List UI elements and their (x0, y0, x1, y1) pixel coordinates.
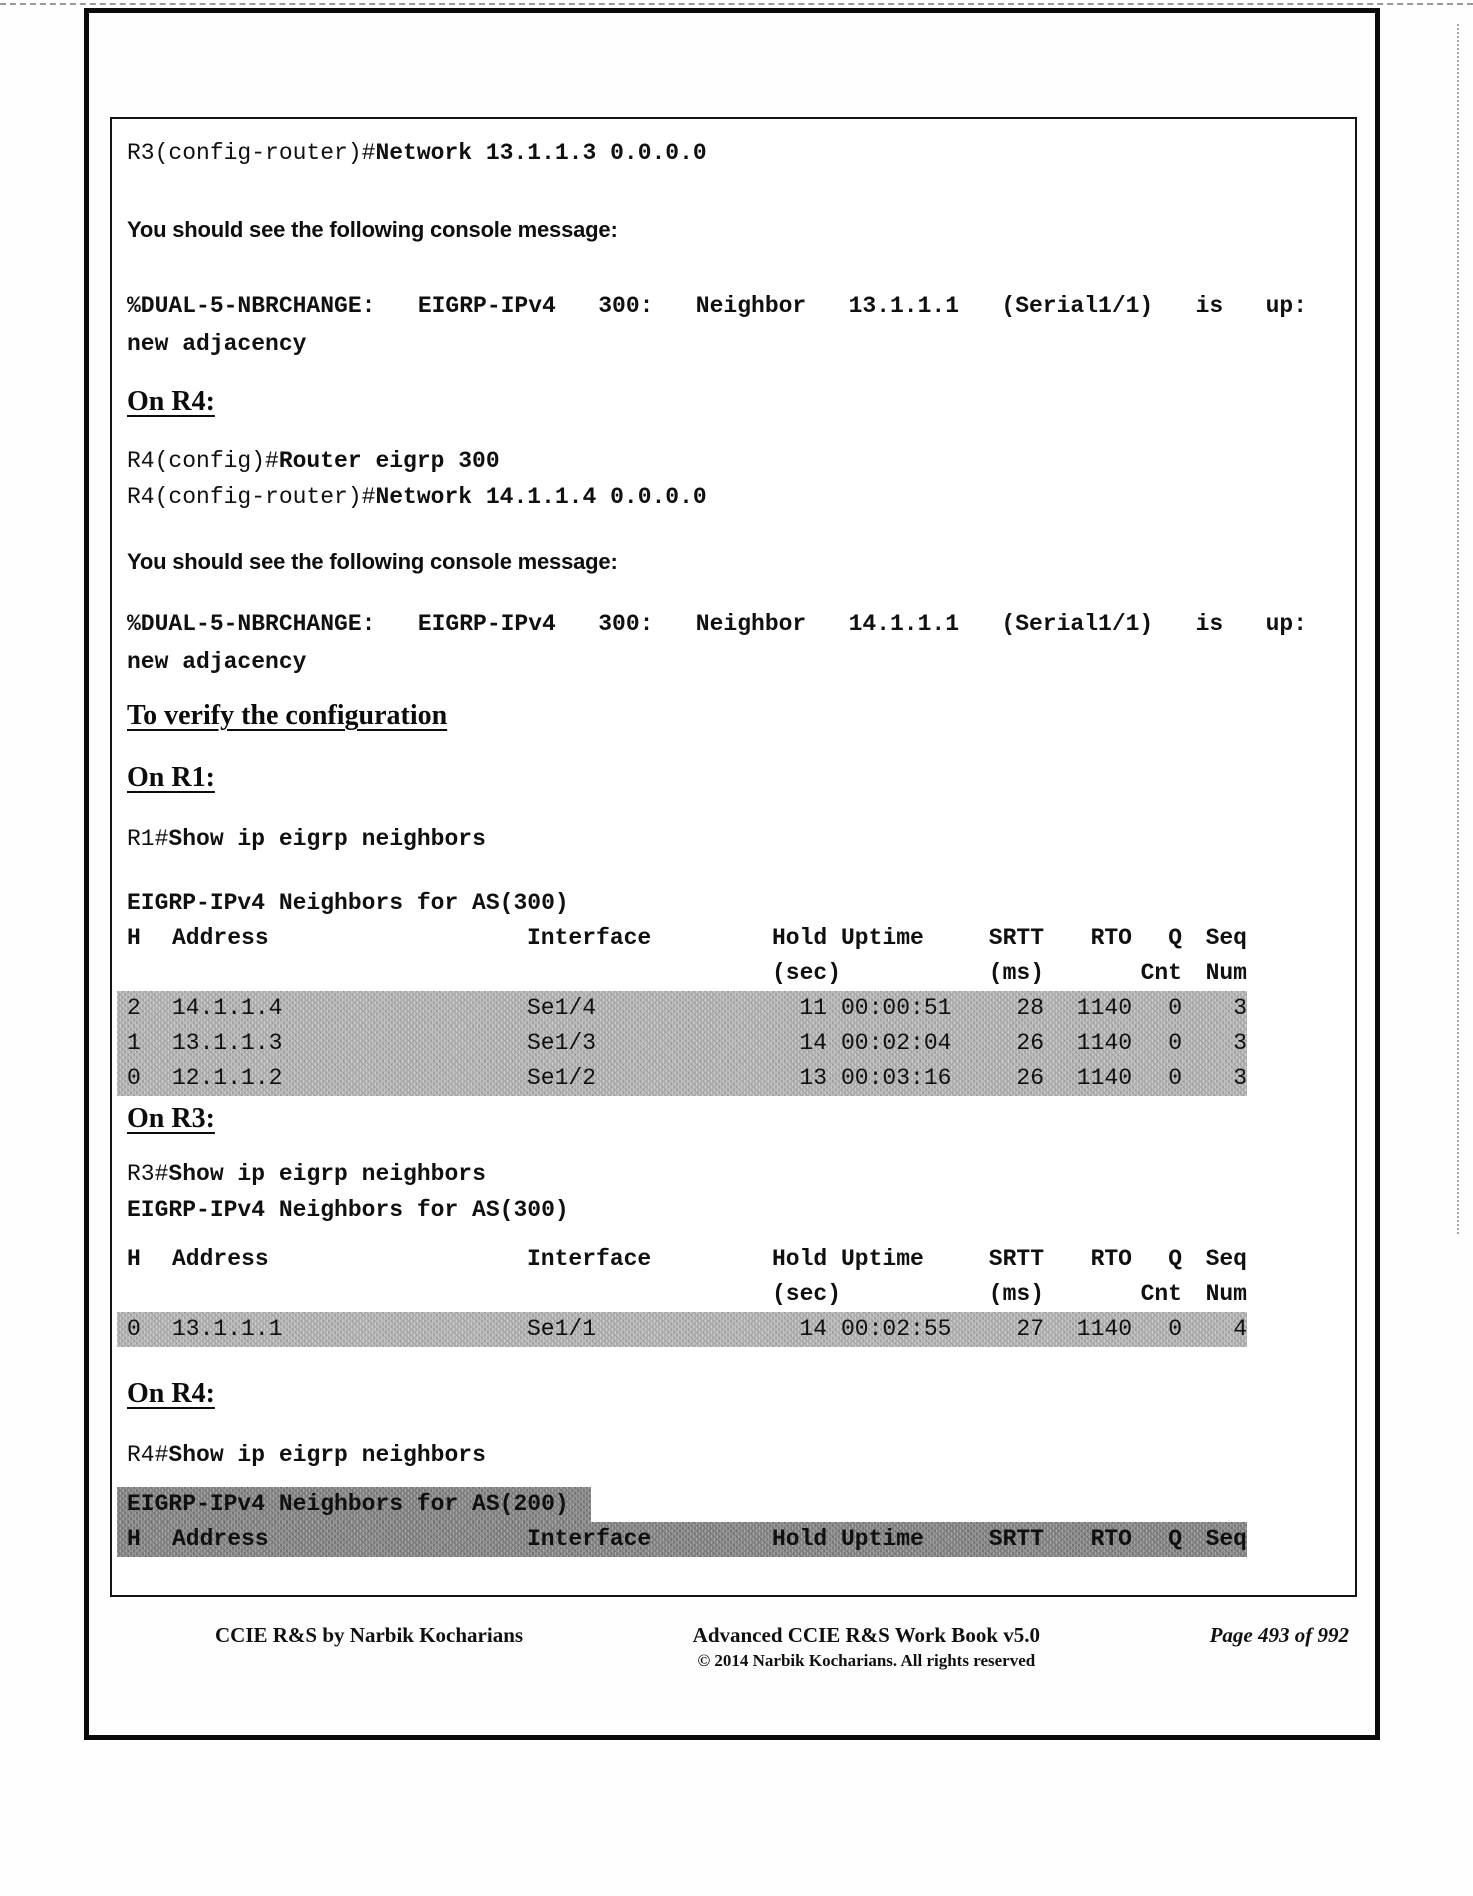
table-title: EIGRP-IPv4 Neighbors for AS(300) (127, 890, 569, 916)
scan-artifact-top-line (0, 3, 1473, 5)
footer-copyright: © 2014 Narbik Kocharians. All rights reserved (697, 1651, 1036, 1670)
heading-on-r1: On R1: (127, 762, 215, 793)
console-note: You should see the following console message: (127, 217, 618, 242)
cli-prompt: R3(config-router)# (127, 140, 376, 166)
console-message-dual-r3 (127, 287, 1339, 363)
cli-command-text: Network 14.1.1.4 0.0.0.0 (375, 484, 707, 510)
console-note: You should see the following console message: (127, 549, 618, 574)
console-message-dual-r4 (127, 605, 1339, 681)
neighbor-row: 0 12.1.1.2 Se1/2 13 00:03:16 26 1140 0 3 (117, 1061, 1247, 1096)
footer-page-number: Page 493 of 992 (1209, 1623, 1349, 1647)
neighbors-table-r3 (117, 1242, 1247, 1347)
content-box (110, 117, 1357, 1597)
neighbor-row: 1 13.1.1.3 Se1/3 14 00:02:04 26 1140 0 3 (117, 1026, 1247, 1061)
cli-block-r4-config (127, 443, 1339, 515)
cli-command-r4-router (127, 443, 1339, 479)
cli-prompt: R4(config-router)# (127, 484, 376, 510)
console-message-line2: new adjacency (127, 331, 307, 357)
cli-command-r1-show (127, 821, 1339, 857)
heading-on-r3: On R3: (127, 1103, 215, 1134)
table-header-row-2: (sec) (ms) Cnt Num (772, 1281, 1247, 1307)
cli-command-r3-show (127, 1156, 1339, 1192)
heading-verify-configuration: To verify the configuration (127, 700, 448, 731)
cli-prompt: R4# (127, 1442, 169, 1468)
cli-command-text: Router eigrp 300 (278, 448, 500, 474)
heading-on-r4-verify: On R4: (127, 1378, 215, 1409)
cli-prompt: R4(config)# (127, 448, 279, 474)
cli-command-r4-show (127, 1437, 1339, 1473)
heading-on-r4: On R4: (127, 386, 215, 417)
cli-prompt: R3# (127, 1161, 169, 1187)
console-message-line2: new adjacency (127, 649, 307, 675)
eigrp-neighbors-r1 (127, 885, 1339, 1096)
neighbors-table-r4-header (117, 1522, 1247, 1557)
cli-command-text: Network 13.1.1.3 0.0.0.0 (375, 140, 707, 166)
console-message-line1: %DUAL-5-NBRCHANGE: EIGRP-IPv4 300: Neighbor 14.1.1.1 (Serial1/1) is up: (127, 611, 1307, 637)
cli-command-r4-network (127, 479, 1339, 515)
scan-artifact-right-line (1457, 24, 1459, 1234)
page-footer (110, 1622, 1357, 1671)
table-title: EIGRP-IPv4 Neighbors for AS(300) (127, 1197, 569, 1223)
table-header-row-1: H Address Interface Hold Uptime SRTT RTO Q Seq (117, 1522, 1247, 1557)
table-header-row-2: (sec) (ms) Cnt Num (772, 960, 1247, 986)
footer-author: CCIE R&S by Narbik Kocharians (215, 1623, 524, 1647)
eigrp-neighbors-r4-clipped (127, 1487, 1339, 1557)
neighbor-row: 0 13.1.1.1 Se1/1 14 00:02:55 27 1140 0 4 (117, 1312, 1247, 1347)
cli-command-text: Show ip eigrp neighbors (168, 1161, 486, 1187)
table-title-highlighted: EIGRP-IPv4 Neighbors for AS(200) (117, 1487, 591, 1522)
neighbors-table-r1 (117, 921, 1247, 1096)
cli-command-r3-network (127, 135, 1339, 171)
console-message-line1: %DUAL-5-NBRCHANGE: EIGRP-IPv4 300: Neighbor 13.1.1.1 (Serial1/1) is up: (127, 293, 1307, 319)
neighbor-row: 2 14.1.1.4 Se1/4 11 00:00:51 28 1140 0 3 (117, 991, 1247, 1026)
table-header-row-1: H Address Interface Hold Uptime SRTT RTO Q Seq (127, 1246, 1247, 1272)
cli-block-r3-show (127, 1156, 1339, 1228)
cli-command-text: Show ip eigrp neighbors (168, 826, 486, 852)
footer-book-title: Advanced CCIE R&S Work Book v5.0 (692, 1623, 1040, 1647)
footer-center (523, 1622, 1210, 1671)
table-header-row-1: H Address Interface Hold Uptime SRTT RTO Q Seq (127, 925, 1247, 951)
cli-prompt: R1# (127, 826, 169, 852)
cli-command-text: Show ip eigrp neighbors (168, 1442, 486, 1468)
